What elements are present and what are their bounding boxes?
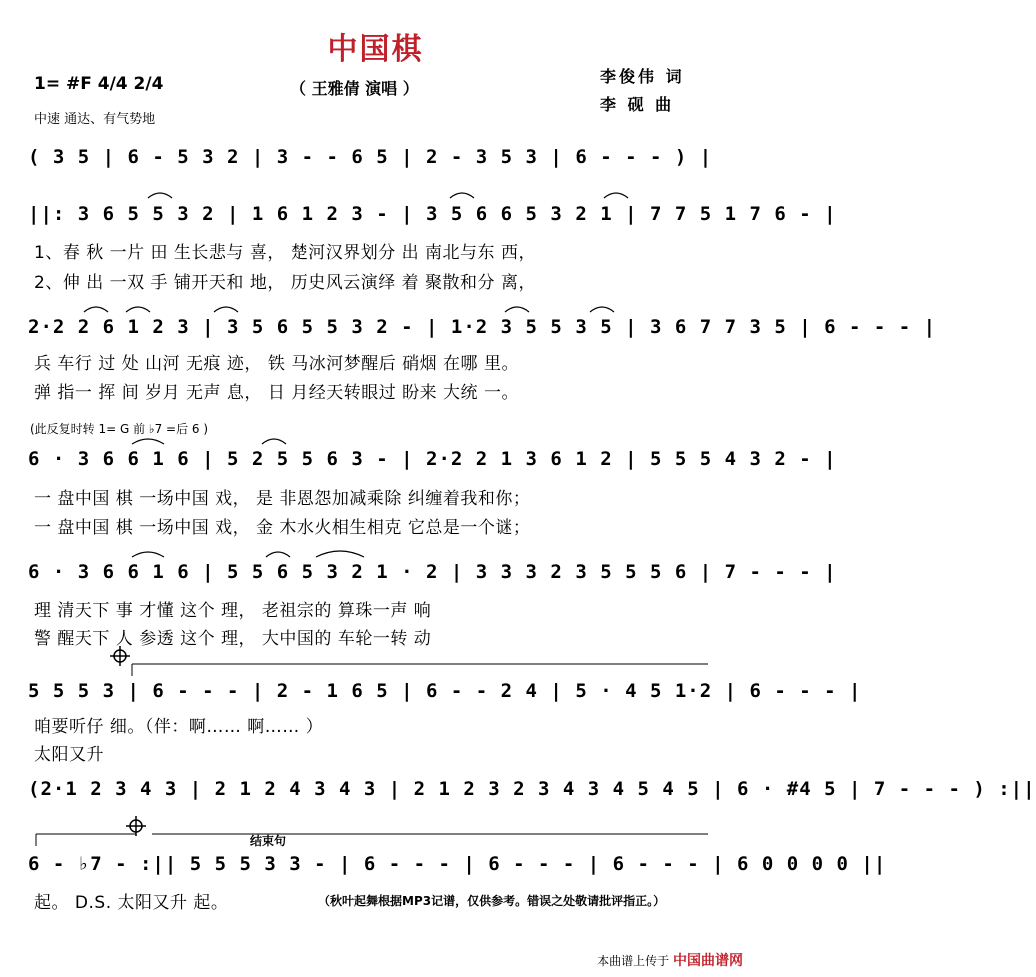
transcription-note: （秋叶起舞根据MP3记谱，仅供参考。错误之处敬请批评指正。） <box>318 894 666 908</box>
score-row-2-lyrics-verse1: 兵 车行 过 处 山河 无痕 迹， 铁 马冰河梦醒后 硝烟 在哪 里。 <box>34 354 519 374</box>
segno-instruction: (此反复时转 1= G 前 ♭7 =后 6 ) <box>30 422 209 436</box>
song-title: 中国棋 <box>327 32 424 67</box>
performer-credit: （ 王雅倩 演唱 ） <box>290 79 419 98</box>
score-row-5-notes: 5 5 5 3 | 6 - - - | 2 - 1 6 5 | 6 - - 2 4 | 5 · 4 5 1·2 | 6 - - - | <box>28 680 862 702</box>
score-row-1-lyrics-verse1: 1、春 秋 一片 田 生长悲与 喜， 楚河汉界划分 出 南北与东 西， <box>34 243 536 263</box>
score-row-1-lyrics-verse2: 2、伸 出 一双 手 铺开天和 地， 历史风云演绎 着 聚散和分 离， <box>34 273 536 293</box>
score-row-5-lyrics-verse1: 咱要听仔 细。（伴：啊…… 啊…… ） <box>34 717 324 737</box>
score-row-5-lyrics-verse2: 太阳又升 <box>34 745 104 765</box>
score-row-2-notes: 2·2 2 6 1 2 3 | 3 5 6 5 5 3 2 - | 1·2 3 5 5 3 5 | 3 6 7 7 3 5 | 6 - - - | <box>28 316 937 338</box>
coda-icon-ending <box>126 816 146 836</box>
tempo-marking: 中速 通达、有气势地 <box>34 112 156 127</box>
score-row-1-notes: ||: 3 6 5 5 3 2 | 1 6 1 2 3 - | 3 5 6 6 5 3 2 1 | 7 7 5 1 7 6 - | <box>28 203 837 225</box>
score-row-intro: ( 3 5 | 6 - 5 3 2 | 3 - - 6 5 | 2 - 3 5 3 | 6 - - - ) | <box>28 146 713 168</box>
ending-label: 结束句 <box>250 834 287 848</box>
volta-bracket-ending <box>36 834 708 846</box>
composer-credit: 李 砚 曲 <box>600 95 675 114</box>
coda-icon <box>110 646 130 666</box>
score-row-4-notes: 6 · 3 6 6 1 6 | 5 5 6 5 3 2 1 · 2 | 3 3 3 2 3 5 5 5 6 | 7 - - - | <box>28 561 837 583</box>
score-row-ending-lyrics: 起。 D.S. 太阳又升 起。 <box>34 893 229 913</box>
site-logo[interactable]: 中国曲谱网 <box>673 953 743 969</box>
score-row-3-lyrics-verse1: 一 盘中国 棋 一场中国 戏， 是 非恩怨加减乘除 纠缠着我和你； <box>34 489 531 509</box>
lyricist-credit: 李俊伟 词 <box>600 67 685 86</box>
score-row-4-lyrics-verse2: 警 醒天下 人 参透 这个 理， 大中国的 车轮一转 动 <box>34 629 432 649</box>
key-signature: 1= #F 4/4 2/4 <box>34 74 164 94</box>
footer-prefix: 本曲谱上传于 <box>597 954 670 968</box>
score-row-ending-notes: 6 - ♭7 - :|| 5 5 5 3 3 - | 6 - - - | 6 - - - | 6 - - - | 6 0 0 0 0 || <box>28 853 887 875</box>
score-row-2-lyrics-verse2: 弹 指一 挥 间 岁月 无声 息， 日 月经天转眼过 盼来 大统 一。 <box>34 383 519 403</box>
score-row-4-lyrics-verse1: 理 清天下 事 才懂 这个 理， 老祖宗的 算珠一声 响 <box>34 601 432 621</box>
slur-marks <box>84 193 628 557</box>
volta-bracket-1 <box>132 664 708 676</box>
score-row-3-notes: 6 · 3 6 6 1 6 | 5 2 5 5 6 3 - | 2·2 2 1 3 6 1 2 | 5 5 5 4 3 2 - | <box>28 448 837 470</box>
score-row-3-lyrics-verse2: 一 盘中国 棋 一场中国 戏， 金 木水火相生相克 它总是一个谜； <box>34 518 531 538</box>
score-row-interlude: (2·1 2 3 4 3 | 2 1 2 4 3 4 3 | 2 1 2 3 2 3 4 3 4 5 4 5 | 6 · #4 5 | 7 - - - ) :|| <box>28 778 1036 800</box>
